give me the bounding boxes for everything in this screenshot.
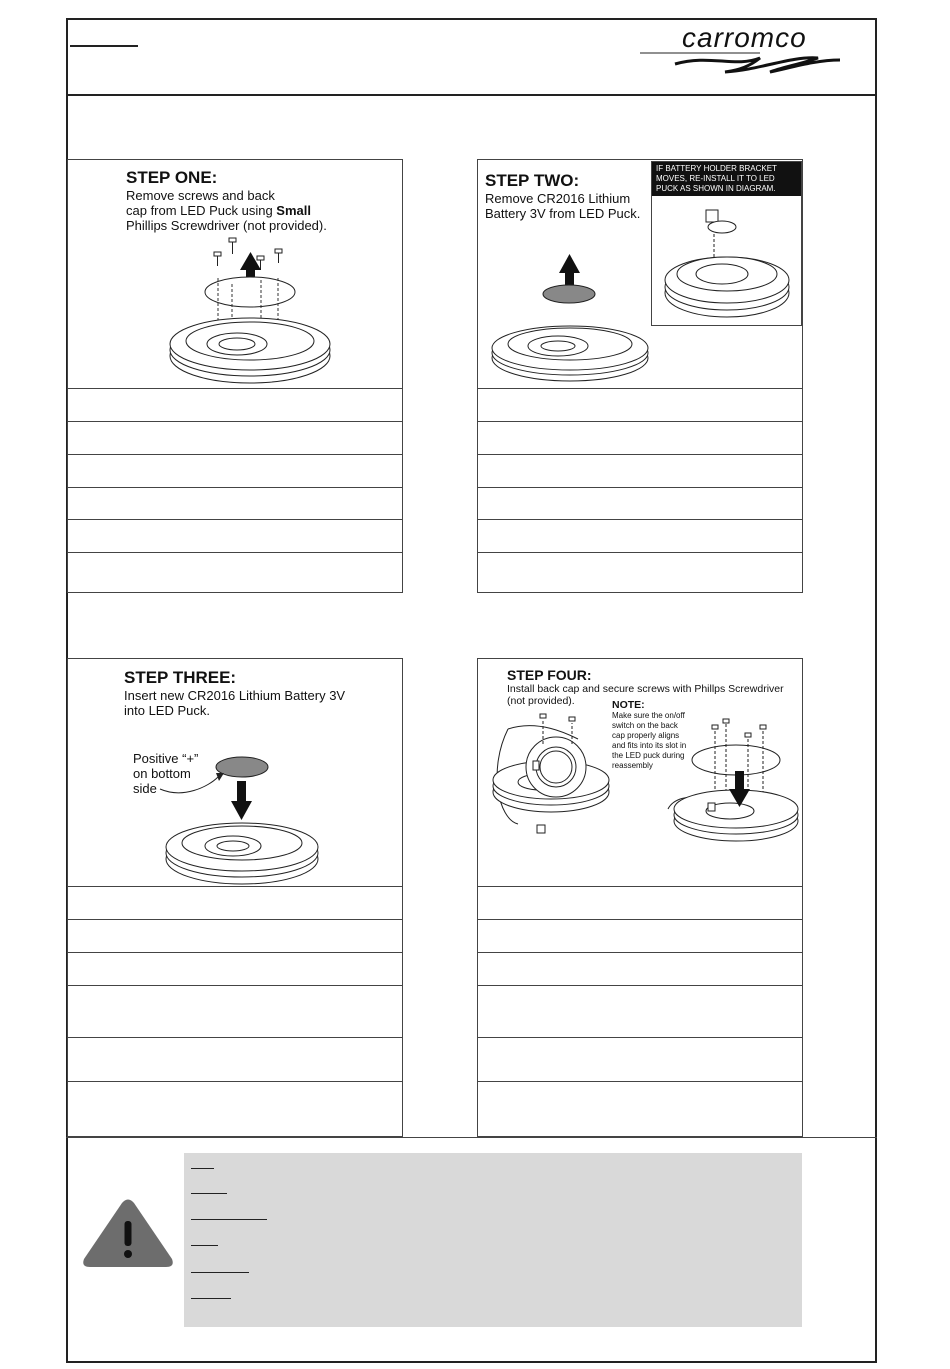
header-rule [70,45,138,47]
step-three-row-divider [67,919,403,920]
step-one-panel [67,159,403,593]
battery-icon [216,757,268,777]
arrow-down-icon [231,781,252,820]
step-two-row-divider [477,388,803,389]
step-one-row-divider [67,388,403,389]
step-two-row-divider [477,454,803,455]
step-two-title: STEP TWO: [485,171,580,190]
step-four-title: STEP FOUR: [507,667,592,683]
warning-line [191,1272,249,1273]
step-one-line-3: Phillips Screwdriver (not provided). [126,218,327,233]
brand-logo-text: carromco [682,22,807,53]
step-four-row-divider [477,985,803,986]
step-two-panel [477,159,803,593]
warning-line [191,1193,227,1194]
step-two-inset-diagram [652,162,803,327]
step-four-note-line-4: and fits into its slot in [612,741,687,750]
step-two-row-divider [477,552,803,553]
step-two-line-1: Remove CR2016 Lithium [485,191,631,206]
step-two-inset-note: IF BATTERY HOLDER BRACKET MOVES, RE-INSTALL IT TO LED PUCK AS SHOWN IN DIAGRAM. [652,162,801,196]
step-four-row-divider [477,1037,803,1038]
step-three-diagram [68,659,404,889]
step-one-diagram [68,160,404,390]
warning-line [191,1168,214,1169]
step-three-line-2: into LED Puck. [124,703,210,718]
step-two-row-divider [477,519,803,520]
step-one-row-divider [67,421,403,422]
step-two-diagram [478,160,658,390]
step-four-panel [477,658,803,1137]
step-four-note-line-5: the LED puck during [612,751,685,760]
step-four-row-divider [477,886,803,887]
step-four-note-line-6: reassembly [612,761,653,770]
step-four-note-line-1: Make sure the on/off [612,711,685,720]
step-three-callout-line-3: side [133,781,157,796]
section-divider [66,1137,877,1138]
header-divider [66,94,877,96]
step-four-line-2: (not provided). [507,695,575,707]
warning-icon [80,1197,176,1269]
step-four-row-divider [477,952,803,953]
step-two-row-divider [477,487,803,488]
step-four-note-line-3: cap properly aligns [612,731,680,740]
step-four-row-divider [477,919,803,920]
step-one-row-divider [67,487,403,488]
step-four-row-divider [477,1081,803,1082]
warning-line [191,1245,218,1246]
logo-swoosh [640,50,845,74]
step-four-note-title: NOTE: [612,699,645,711]
step-three-row-divider [67,1037,403,1038]
step-two-inset [651,161,802,326]
step-four-note-line-2: switch on the back [612,721,678,730]
warning-box [184,1153,802,1327]
step-three-row-divider [67,952,403,953]
step-three-row-divider [67,985,403,986]
step-one-bold-word: Small [276,203,311,218]
step-three-line-1: Insert new CR2016 Lithium Battery 3V [124,688,346,703]
step-three-row-divider [67,886,403,887]
step-three-callout-line-1: Positive “+” [133,751,199,766]
step-four-diagram [478,659,804,889]
warning-line [191,1298,231,1299]
warning-line [191,1219,267,1220]
step-two-row-divider [477,421,803,422]
step-two-line-2: Battery 3V from LED Puck. [485,206,641,221]
step-one-row-divider [67,552,403,553]
battery-icon [543,285,595,303]
step-one-line-2-text: cap from LED Puck using [126,203,277,218]
step-one-row-divider [67,454,403,455]
step-three-callout-line-2: on bottom [133,766,191,781]
step-four-line-1: Install back cap and secure screws with Phillps Screwdriver [507,683,784,695]
step-one-row-divider [67,519,403,520]
step-three-title: STEP THREE: [124,668,237,687]
step-three-row-divider [67,1081,403,1082]
step-one-title: STEP ONE: [126,168,218,187]
step-one-line-1: Remove screws and back [126,188,275,203]
step-three-panel [67,658,403,1137]
